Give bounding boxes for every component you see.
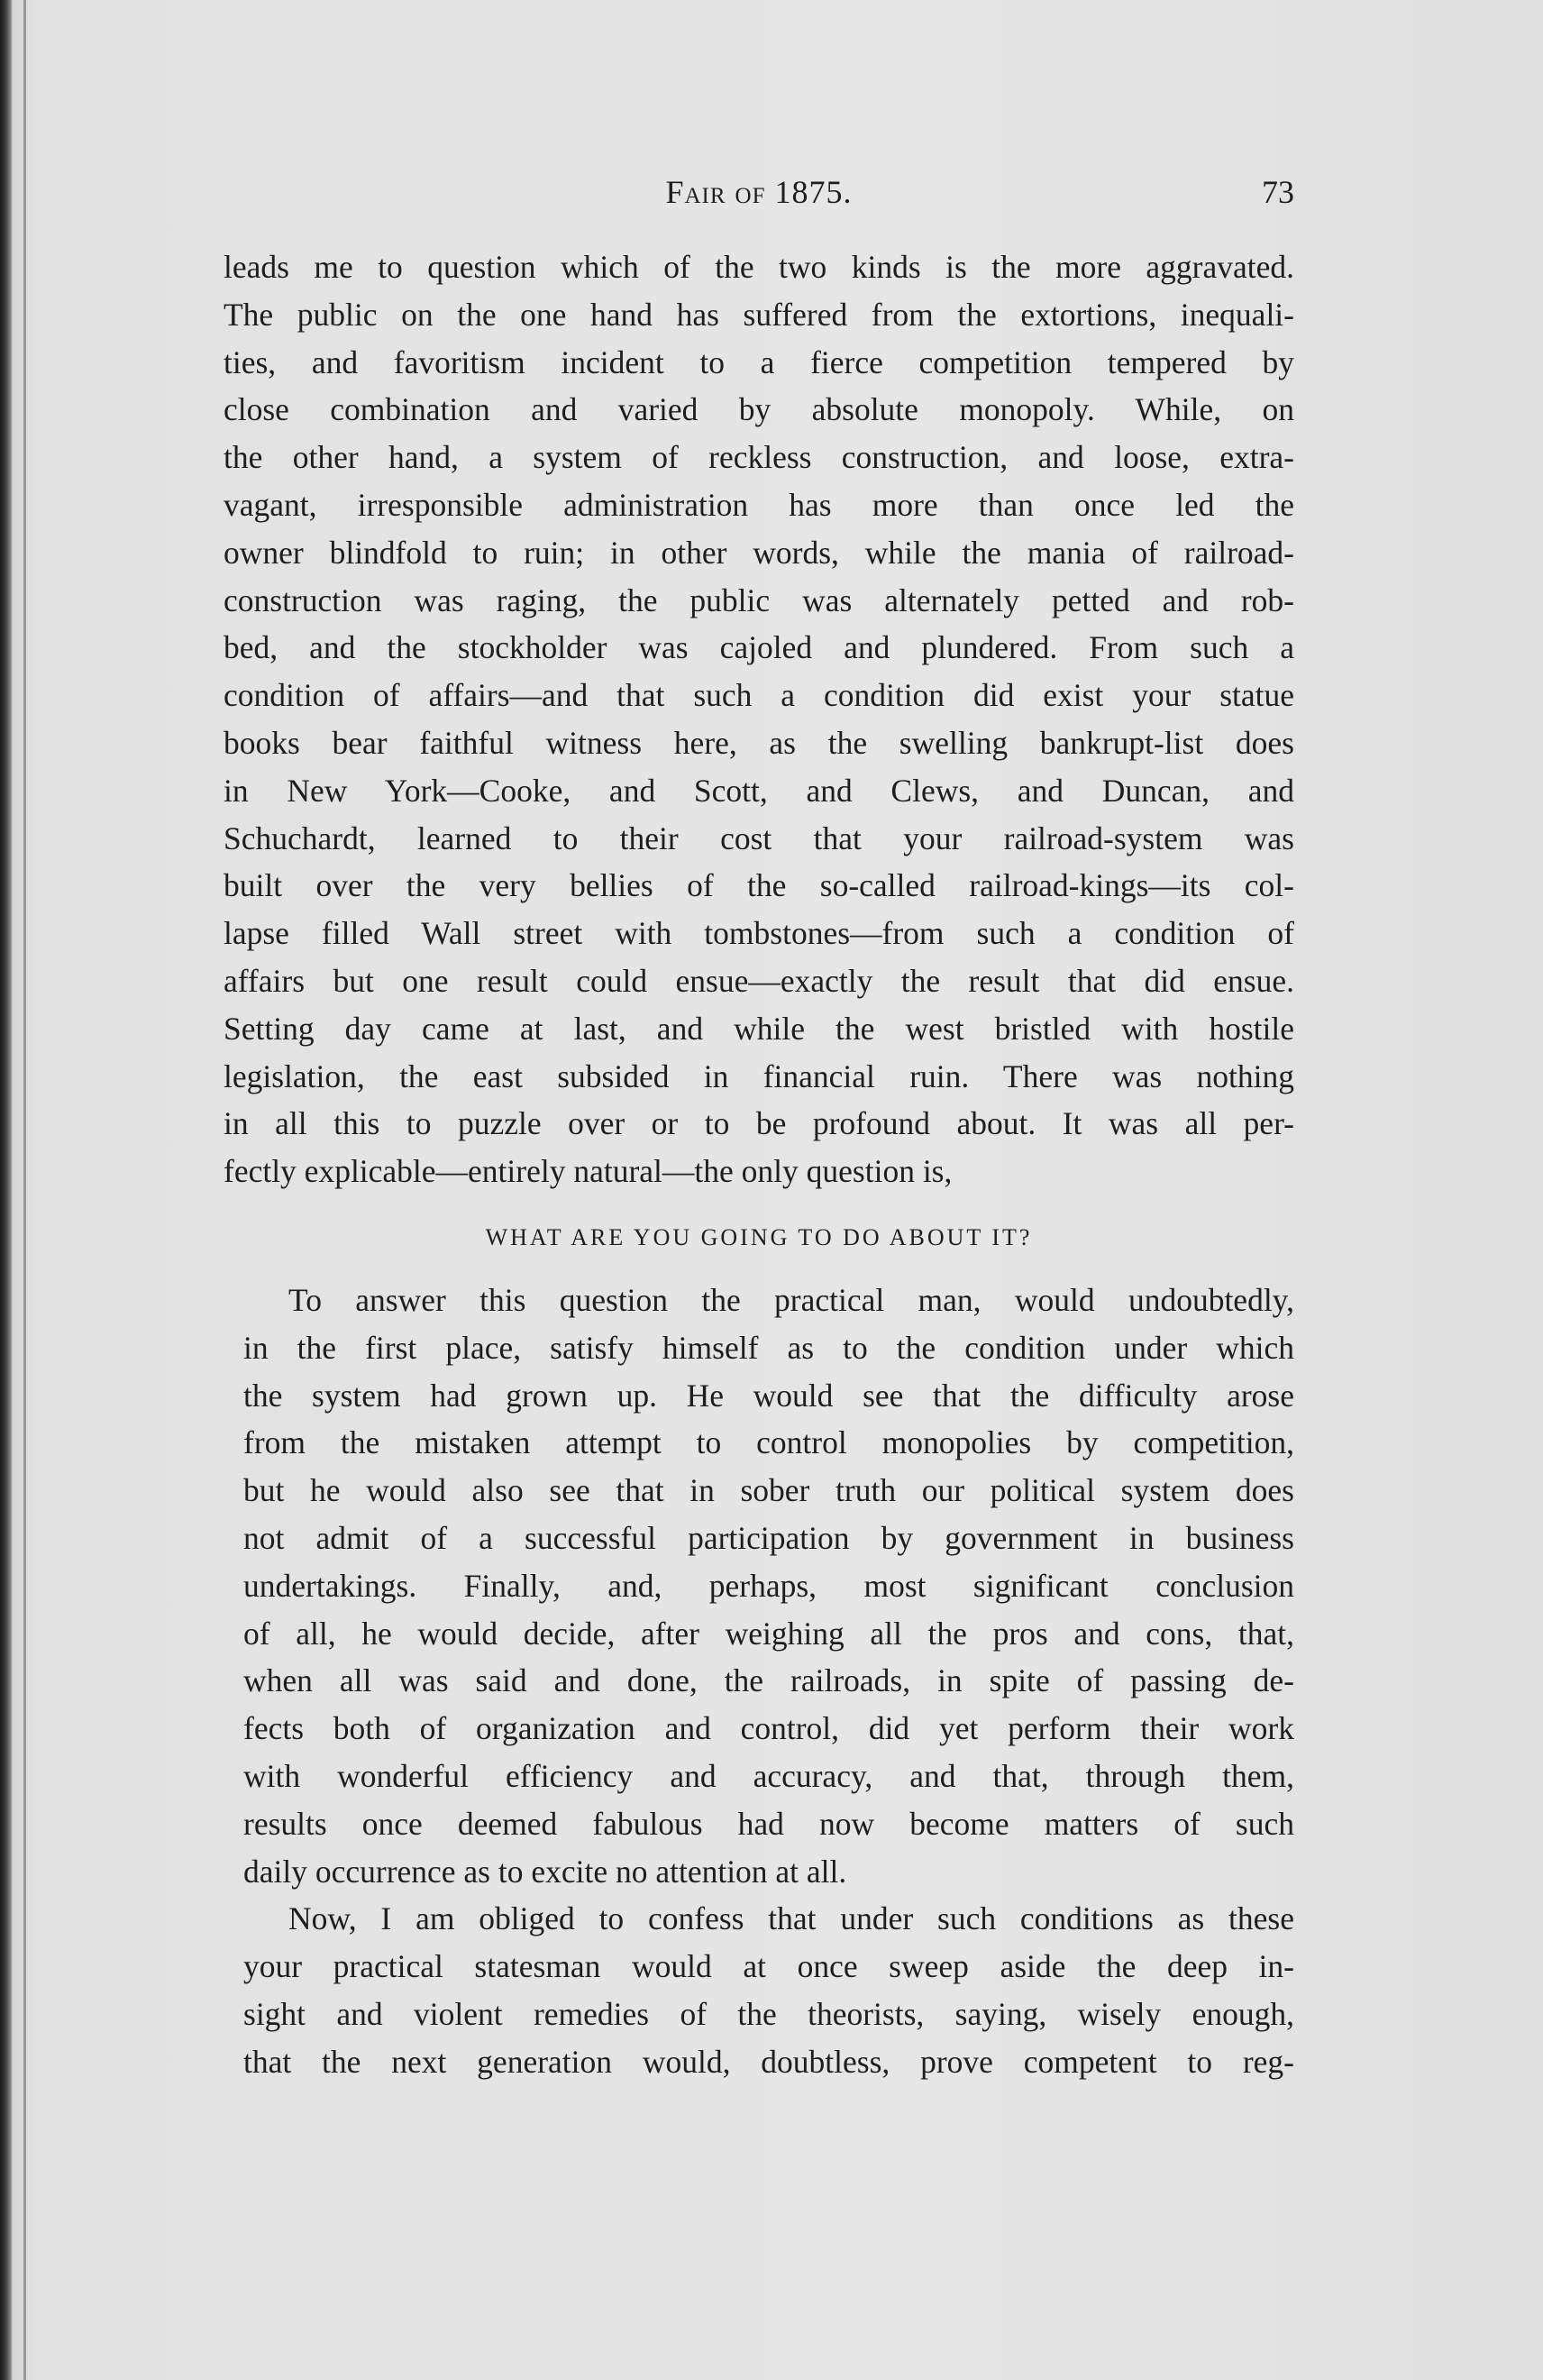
text-line: with wonderful efficiency and accuracy, and that, through them, bbox=[243, 1757, 1294, 1794]
text-line: owner blindfold to ruin; in other words, while the mania of railroad- bbox=[224, 534, 1294, 571]
text-line: vagant, irresponsible administration has more than once led the bbox=[224, 486, 1294, 523]
text-line: that the next generation would, doubtless, prove competent to reg- bbox=[243, 2043, 1294, 2080]
text-line: but he would also see that in sober truth our political system does bbox=[243, 1472, 1294, 1509]
text-line: close combination and varied by absolute monopoly. While, on bbox=[224, 391, 1294, 428]
text-line: ties, and favoritism incident to a fierce competition tempered by bbox=[224, 343, 1294, 380]
text-line: fectly explicable—entirely natural—the only question is, bbox=[224, 1153, 953, 1190]
text-line: legislation, the east subsided in financial ruin. There was nothing bbox=[224, 1057, 1294, 1094]
text-line: your practical statesman would at once sweep aside the deep in- bbox=[243, 1948, 1294, 1985]
binding-shadow bbox=[23, 0, 26, 2380]
text-line: of all, he would decide, after weighing all the pros and cons, that, bbox=[243, 1615, 1294, 1652]
paragraph-2 bbox=[224, 1277, 1294, 1895]
text-line: construction was raging, the public was alternately petted and rob- bbox=[224, 581, 1294, 618]
text-line: in all this to puzzle over or to be profound about. It was all per- bbox=[224, 1105, 1294, 1142]
text-line: in the first place, satisfy himself as to the condition under which bbox=[243, 1329, 1294, 1366]
text-line: from the mistaken attempt to control monopolies by competition, bbox=[243, 1424, 1294, 1461]
text-line: sight and violent remedies of the theorists, saying, wisely enough, bbox=[243, 1995, 1294, 2032]
text-line: not admit of a successful participation by government in business bbox=[243, 1519, 1294, 1556]
text-line: The public on the one hand has suffered from the extortions, inequali- bbox=[224, 296, 1294, 333]
paragraph-1 bbox=[224, 243, 1294, 1195]
text-line: Now, I am obliged to confess that under such conditions as these bbox=[288, 1900, 1294, 1937]
text-line: leads me to question which of the two kinds is the more aggravated. bbox=[224, 249, 1294, 285]
running-head bbox=[224, 173, 1294, 218]
binding-edge bbox=[0, 0, 13, 2380]
paragraph-3 bbox=[224, 1895, 1294, 2085]
text-line: affairs but one result could ensue—exactly the result that did ensue. bbox=[224, 962, 1294, 999]
text-line: when all was said and done, the railroads, in spite of passing de- bbox=[243, 1662, 1294, 1699]
body-text bbox=[224, 243, 1294, 2085]
text-line: daily occurrence as to excite no attention at all. bbox=[243, 1853, 847, 1890]
text-line: the other hand, a system of reckless construction, and loose, extra- bbox=[224, 439, 1294, 476]
section-heading: WHAT ARE YOU GOING TO DO ABOUT IT? bbox=[485, 1223, 1033, 1250]
text-line: results once deemed fabulous had now become matters of such bbox=[243, 1805, 1294, 1842]
text-line: Schuchardt, learned to their cost that your railroad-system was bbox=[224, 819, 1294, 856]
text-line: To answer this question the practical man, would undoubtedly, bbox=[288, 1281, 1294, 1318]
text-line: the system had grown up. He would see that the difficulty arose bbox=[243, 1377, 1294, 1414]
text-line: Setting day came at last, and while the west bristled with hostile bbox=[224, 1010, 1294, 1047]
text-line: built over the very bellies of the so-called railroad-kings—its col- bbox=[224, 867, 1294, 904]
text-line: fects both of organization and control, did yet perform their work bbox=[243, 1710, 1294, 1747]
running-title: Fair of 1875. bbox=[665, 174, 853, 210]
text-line: condition of affairs—and that such a condition did exist your statue bbox=[224, 677, 1294, 714]
text-line: lapse filled Wall street with tombstones—from such a condition of bbox=[224, 915, 1294, 952]
text-line: undertakings. Finally, and, perhaps, most significant conclusion bbox=[243, 1567, 1294, 1604]
page-number: 73 bbox=[1262, 174, 1294, 210]
text-line: bed, and the stockholder was cajoled and plundered. From such a bbox=[224, 629, 1294, 666]
text-line: books bear faithful witness here, as the swelling bankrupt-list does bbox=[224, 724, 1294, 761]
text-line: in New York—Cooke, and Scott, and Clews, and Duncan, and bbox=[224, 772, 1294, 809]
